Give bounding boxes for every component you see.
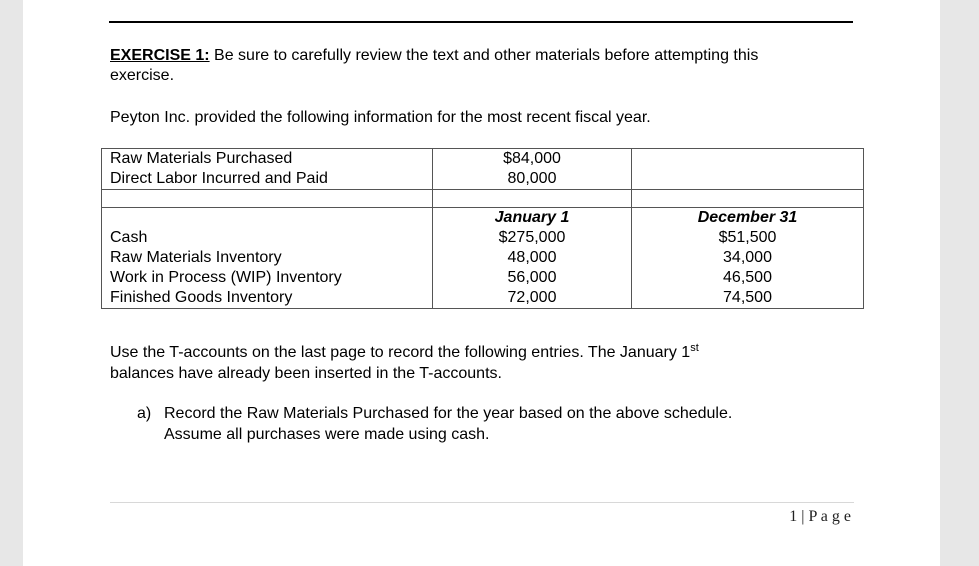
value-cell [433,149,632,190]
empty-cell [433,190,632,208]
document-page [23,0,940,566]
december-value: 34,000 [723,249,772,266]
empty-cell [632,149,864,190]
exercise-instruction-2: exercise. [110,67,175,84]
schedule-table [101,148,864,309]
december-value: 46,500 [723,269,772,286]
january-value: 72,000 [507,289,557,306]
superscript-st: st [690,342,699,354]
december-value: 74,500 [723,289,772,306]
january-value: $275,000 [498,229,566,246]
list-item [137,403,817,445]
page-number: 1 | P a g e [789,508,851,525]
taccounts-text-1: Use the T-accounts on the last page to record the following entries. The January 1 [110,344,691,361]
row-label: Raw Materials Inventory [110,249,282,266]
row-label: Direct Labor Incurred and Paid [110,170,328,187]
empty-cell [632,190,864,208]
list-item-line-1: Record the Raw Materials Purchased for the year based on the above schedule. [164,405,733,422]
december-column [632,208,864,309]
column-header-january: January 1 [494,209,570,226]
header-rule [109,21,853,23]
spacer-row [102,190,864,208]
exercise-instruction-1: Be sure to carefully review the text and other materials before attempting this [209,47,759,64]
intro-text: Peyton Inc. provided the following information for the most recent fiscal year. [110,109,651,126]
row-value: $84,000 [503,150,561,167]
empty-cell [102,190,433,208]
row-label: Raw Materials Purchased [110,150,293,167]
january-value: 48,000 [507,249,557,266]
row-label: Finished Goods Inventory [110,289,293,306]
row-label: Work in Process (WIP) Inventory [110,269,342,286]
table-row [102,149,864,190]
label-cell [102,149,433,190]
december-value: $51,500 [718,229,777,246]
taccounts-instruction [110,342,810,384]
label-cell [102,208,433,309]
exercise-heading [110,46,870,86]
table-row [102,208,864,309]
row-label: Cash [110,229,148,246]
january-column [433,208,632,309]
list-item-line-2: Assume all purchases were made using cash. [164,426,490,443]
exercise-label: EXERCISE 1: [110,47,210,64]
column-header-december: December 31 [697,209,798,226]
list-marker: a) [137,405,152,422]
january-value: 56,000 [507,269,557,286]
row-value: 80,000 [507,170,557,187]
taccounts-text-2: balances have already been inserted in the T-accounts. [110,365,502,382]
footer-rule [110,502,854,503]
